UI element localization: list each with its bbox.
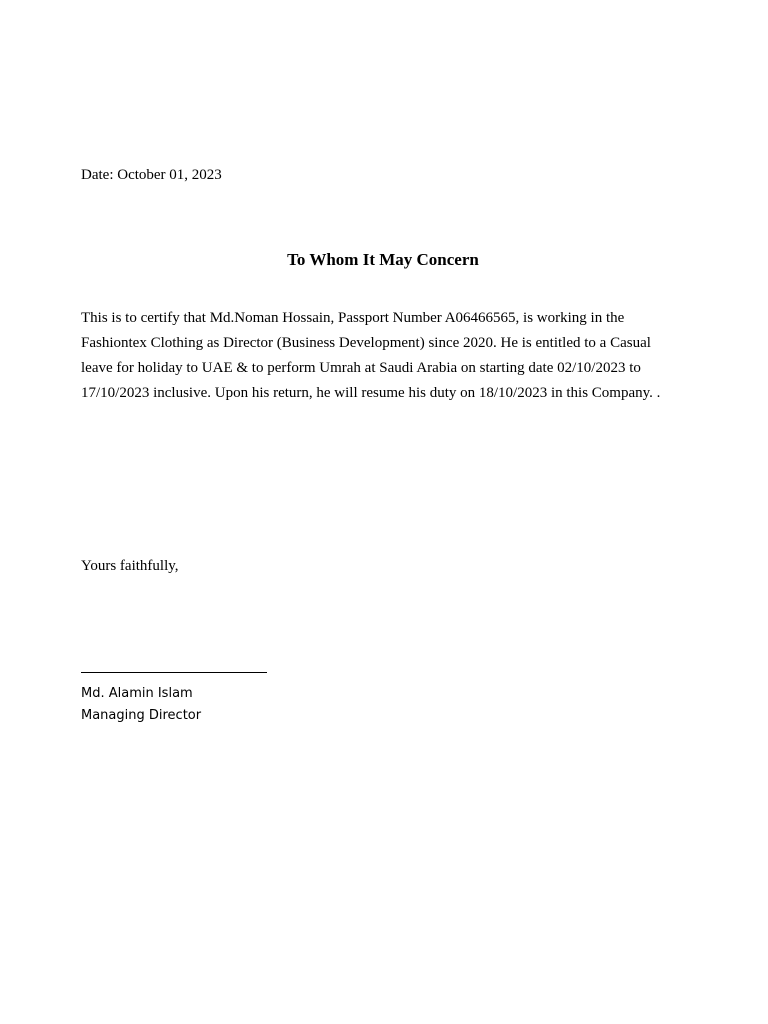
body-line: leave for holiday to UAE & to perform Umrah at Saudi Arabia on starting date 02/10/2023 to	[81, 360, 641, 376]
letter-date: Date: October 01, 2023	[81, 167, 222, 183]
letter-heading: To Whom It May Concern	[287, 250, 479, 269]
body-line: 17/10/2023 inclusive. Upon his return, he will resume his duty on 18/10/2023 in this Company. .	[81, 385, 661, 401]
signer-name: Md. Alamin Islam	[81, 686, 193, 701]
body-line: This is to certify that Md.Noman Hossain, Passport Number A06466565, is working in the	[81, 310, 625, 326]
body-line: Fashiontex Clothing as Director (Business Development) since 2020. He is entitled to a Casual	[81, 335, 651, 351]
signature-line	[81, 672, 267, 673]
signer-title: Managing Director	[81, 708, 202, 723]
letter-closing: Yours faithfully,	[81, 558, 179, 574]
letter-body	[81, 306, 691, 406]
